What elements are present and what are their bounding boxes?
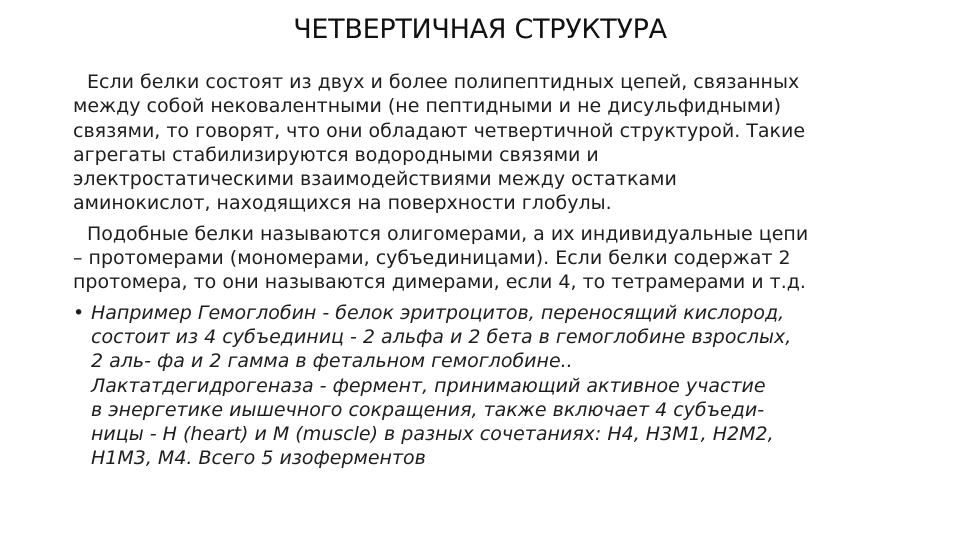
- paragraph-2: [73, 222, 888, 295]
- slide-body: [73, 70, 888, 471]
- paragraph-line: – протомерами (мономерами, субъединицами). Если белки содержат 2: [73, 247, 791, 270]
- paragraph-line: электростатическими взаимодействиями между остатками: [73, 168, 677, 191]
- paragraph-line: агрегаты стабилизируются водородными связями и: [73, 143, 599, 166]
- paragraph-line: связями, то говорят, что они обладают четвертичной структурой. Такие: [73, 119, 806, 142]
- bullet-marker-icon: •: [73, 301, 85, 324]
- paragraph-line: протомера, то они называются димерами, если 4, то тетрамерами и т.д.: [73, 271, 806, 294]
- bullet-line: ницы - Н (heart) и М (muscle) в разных сочетаниях: Н4, Н3М1, Н2М2,: [91, 423, 774, 446]
- bullet-line: в энергетике иышечного сокращения, также включает 4 субъеди-: [91, 398, 765, 421]
- bullet-line: состоит из 4 субъединиц - 2 альфа и 2 бета в гемоглобине взрослых,: [91, 325, 792, 348]
- paragraph-line: Если белки состоят из двух и более полипептидных цепей, связанных: [87, 71, 800, 93]
- paragraph-1: [73, 70, 888, 216]
- bullet-line: Н1М3, М4. Всего 5 изоферментов: [91, 447, 426, 470]
- bullet-line: Например Гемоглобин - белок эритроцитов, переносящий кислород,: [91, 301, 785, 324]
- slide-title: ЧЕТВЕРТИЧНАЯ СТРУКТУРА: [293, 14, 667, 45]
- paragraph-line: аминокислот, находящихся на поверхности глобулы.: [73, 192, 612, 215]
- bullet-line: Лактатдегидрогеназа - фермент, принимающий активное участие: [91, 374, 766, 397]
- bullet-line: 2 аль- фа и 2 гамма в фетальном гемоглобине..: [91, 350, 573, 373]
- paragraph-line: Подобные белки называются олигомерами, а их индивидуальные цепи: [87, 222, 809, 245]
- bullet-item-hemoglobin: [73, 301, 888, 471]
- paragraph-line: между собой нековалентными (не пептидными и не дисульфидными): [73, 95, 781, 118]
